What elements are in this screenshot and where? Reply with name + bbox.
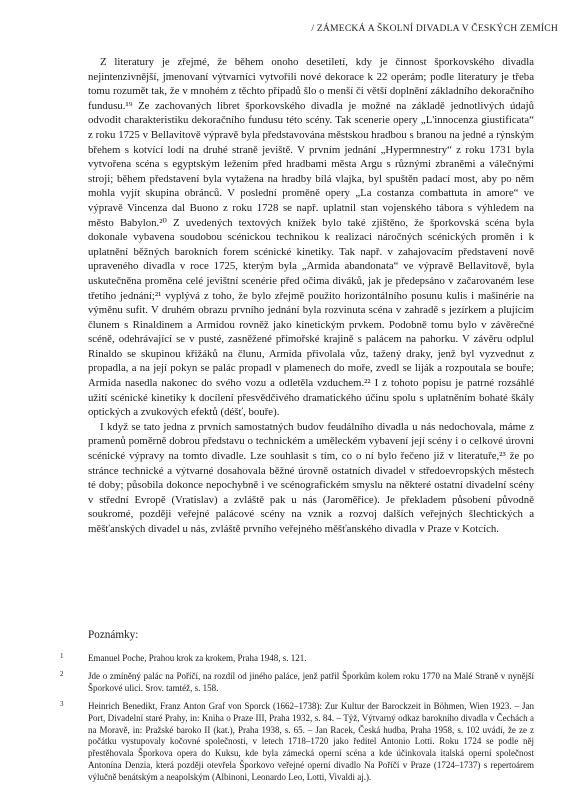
- note-text: Emanuel Poche, Prahou krok za krokem, Praha 1948, s. 121.: [88, 653, 307, 663]
- note-item: [60, 653, 534, 665]
- note-text: Heinrich Benedikt, Franz Anton Graf von Sporck (1662–1738): Zur Kultur der Barockzeit in Böhmen, Wien 1923. – Jan Port, Divadelní staré Prahy, in: Kniha o Praze III, Praha 1932, s. 84. – Týž, Výtvarný odkaz barokního divadla v Čechách a na Moravě, in: Pražské baroko II (kat.), Praha 1938, s. 65. – Jan Racek, Česká hudba, Praha 1958, s. 102 uvádí, že ze z počátku vystupovaly kočovné společnosti, v letech 1718–1720 jako ředitel Antonio Lotti. Roku 1724 se podle něj přestěhovala Šporkova opera do Kuksu, kde byla zámecká operní scéna a kde účinkovala italská operní společnost Antonína Denzia, která později otevřela Šporkovo veřejné operní divadlo Na Poříčí v Praze (1724–1737) s repertoárem výlučně benátským a neapolským (Albinoni, Leonardo Leo, Lotti, Vivaldi aj.).: [88, 700, 534, 783]
- note-text: Jde o zmíněný palác na Poříčí, na rozdíl od jiného paláce, jenž patřil Šporkům kolem roku 1770 na Malé Straně v nynější Šporkové ulici. Srov. tamtéž, s. 158.: [88, 670, 534, 693]
- running-header: / ZÁMECKÁ A ŠKOLNÍ DIVADLA V ČESKÝCH ZEMÍCH: [311, 23, 558, 34]
- note-item: [60, 671, 534, 695]
- paragraph-1: Z literatury je zřejmé, že během onoho desetiletí, kdy je činnost šporkovského divadla nejintenzivnější, jmenovaní výtvarníci vytvořili nové dekorace k 22 operám; podle literatury je třeba tomu rozumět tak, že v mnohém z těchto případů šlo o menší či větší doplnění základního dekoračního fundusu.¹⁹ Ze zachovaných libret šporkovského divadla je možné na základě jednotlivých údajů odvodit charakteristiku dekoračního fundusu této scény. Tak scenerie opery „L'innocenza giustificata“ z roku 1725 v Bellavitově výpravě byla představována městskou hradbou s branou na jedné a rýnským břehem s kotvící lodí na druhé straně jeviště. V prvním jednání „Hypermnestry“ z roku 1731 byla vytvořena scéna s egyptským ležením před hradbami města Argu s různými zbraněmi a válečnými stroji; během představení byla vytažena na hradby bílá vlajka, byl spuštěn padací most, aby po něm mohla vyjít skupina obránců. V poslední proměně opery „La costanza combattuta in amore“ ve výpravě Vincenza dal Buono z roku 1728 se např. uplatnil stan vojenského tábora s výhledem na město Babylon.²⁰ Z uvedených textových knížek bylo také zjištěno, že šporkovská scéna byla dokonale vybavena soudobou scénickou technikou k realizaci náročných scénických proměn i k uplatnění běžných barokních forem scénické kinetiky. Tak např. v zahajovacím představení nově upraveného divadla v roce 1725, kterým byla „Armida abandonata“ ve výpravě Bellavitově, byla uskutečněna proměna celé jevištní scenérie před očima diváků, jak je předepsáno v začarovaném lese třetího jednání;²¹ vyplývá z toho, že bylo zřejmě použito horizontálního posunu kulis i mašinérie na výměnu sufit. V druhém obrazu prvního jednání byla rozvinuta scéna v zahradě s jezírkem a plujícím člunem s Rinaldinem a Armidou rovněž jako kinetickým prvkem. Podobně tomu bylo v závěrečné scéně, odehrávající se v pusté, zasněžené přímořské krajině s palácem na pahorku. V závěru odplul Rinaldo se skupinou křižáků na člunu, Armida přivolala vůz, tažený draky, jenž byl vyzvednut z propadla, a na její pokyn se palác propadl v plamenech do moře, zvedl se liják a rozpoutala se bouře; Armida nasedla nakonec do svého vozu a odletěla vzduchem.²² I z tohoto popisu je patrné rozsáhlé užití scénické kinetiky k docílení přesvědčivého dramatického účinu spolu s uplatněním bohaté škály optických a zvukových efektů (déšť, bouře).: [88, 56, 534, 419]
- notes-list: [60, 653, 534, 790]
- paragraph-2: I když se tato jedna z prvních samostatných budov feudálního divadla u nás nedochovala, máme z pramenů poměrně dobrou představu o technickém a uměleckém vybavení její scény i o celkové úrovni scénické výpravy na tomto divadle. Lze souhlasit s tím, co o ní bylo řečeno již v literatuře,²³ že po stránce technické a výtvarné dosahovala běžné úrovně ostatních divadel v středoevropských městech té doby; působila dokonce nepochybně i ve scénografickém smyslu na některé ostatní divadelní scény v střední Evropě (Vratislav) a zvláště pak u nás (Jaroměřice). Je překladem působení původně soukromé, později veřejné palácové scény na vznik a rozvoj dalších veřejných šlechtických a měšťanských divadel u nás, zvláště prvního veřejného měšťanského divadla v Praze v Kotcích.: [88, 420, 534, 535]
- note-item: [60, 701, 534, 784]
- notes-heading: Poznámky:: [88, 629, 139, 641]
- note-number: 1: [60, 652, 64, 660]
- note-number: 3: [60, 699, 64, 708]
- body-text: [88, 55, 534, 537]
- note-number: 2: [60, 669, 64, 678]
